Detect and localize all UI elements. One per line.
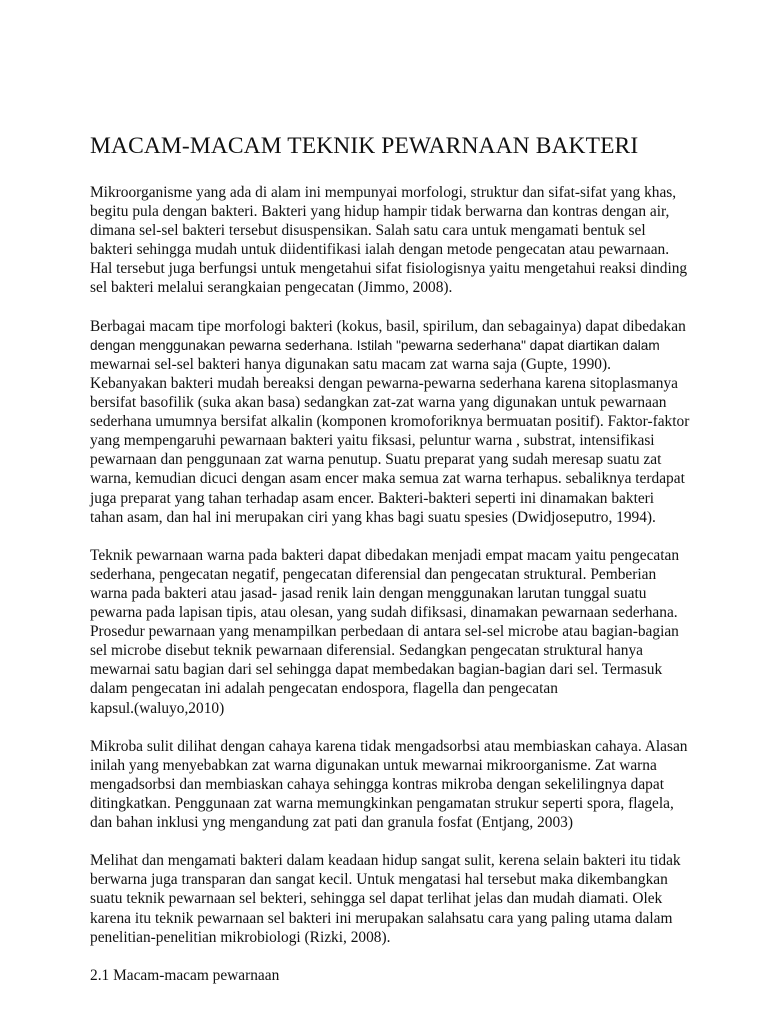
- text-line: yang mempengaruhi pewarnaan bakteri yaitu fiksasi, peluntur warna , substrat, intensifikasi: [90, 432, 655, 450]
- paragraph-spacer: [90, 298, 690, 317]
- text-line: sel microbe disebut teknik pewarnaan diferensial. Sedangkan pengecatan struktural hanya: [90, 642, 644, 660]
- text-line: kapsul.(waluyo,2010): [90, 699, 225, 717]
- text-line: bakteri sehingga mudah untuk diidentifikasi ialah dengan metode pengecatan atau pewarnaan.: [90, 241, 670, 259]
- text-line: Melihat dan mengamati bakteri dalam keadaan hidup sangat sulit, kerena selain bakteri itu tidak: [90, 852, 681, 870]
- paragraph-3: [90, 546, 690, 718]
- text-line: dengan menggunakan pewarna sederhana. Istilah "pewarna sederhana" dapat diartikan dalam: [90, 337, 660, 353]
- text-line: inilah yang menyebabkan zat warna digunakan untuk mewarnai mikroorganisme. Zat warna: [90, 756, 657, 774]
- text-line: Kebanyakan bakteri mudah bereaksi dengan pewarna-pewarna sederhana karena sitoplasmanya: [90, 374, 678, 392]
- document-page: [90, 128, 690, 985]
- text-line: Hal tersebut juga berfungsi untuk mengetahui sifat fisiologisnya yaitu mengetahui reaksi dinding: [90, 260, 688, 278]
- text-line: ditingkatkan. Penggunaan zat warna memungkinkan pengamatan strukur seperti spora, flagela,: [90, 795, 674, 812]
- text-line: sederhana, pengecatan negatif, pengecatan diferensial dan pengecatan struktural. Pemberian: [90, 565, 657, 583]
- text-line: tahan asam, dan hal ini merupakan ciri yang khas bagi suatu spesies (Dwidjoseputro, 1994).: [90, 508, 656, 526]
- text-line: Prosedur pewarnaan yang menampilkan perbedaan di antara sel-sel microbe atau bagian-bagian: [90, 623, 679, 641]
- text-line: dalam pengecatan ini adalah pengecatan endospora, flagella dan pengecatan: [90, 680, 558, 698]
- paragraph-spacer: [90, 718, 690, 737]
- text-line: penelitian-penelitian mikrobiologi (Rizki, 2008).: [90, 928, 391, 946]
- text-line: dimana sel-sel bakteri tersebut disuspensikan. Salah satu cara untuk mengamati bentuk sel: [90, 222, 646, 240]
- text-line: sel bakteri melalui serangkaian pengecatan (Jimmo, 2008).: [90, 279, 453, 297]
- text-line: karena itu teknik pewarnaan sel bakteri ini merupakan salahsatu cara yang paling utama dalam: [90, 909, 673, 927]
- section-heading: 2.1 Macam-macam pewarnaan: [90, 966, 280, 984]
- paragraph-2: [90, 317, 690, 527]
- paragraph-spacer: [90, 527, 690, 546]
- text-line: mewarnai satu bagian dari sel sehingga dapat membedakan bagian-bagian dari sel. Termasuk: [90, 661, 663, 679]
- text-line: Berbagai macam tipe morfologi bakteri (kokus, basil, spirilum, dan sebagainya) dapat dibedakan: [90, 317, 686, 335]
- paragraph-spacer: [90, 947, 690, 966]
- text-line: warna, kemudian dicuci dengan asam encer maka semua zat warna terhapus. sebaliknya terdapat: [90, 470, 685, 488]
- text-line: pewarnaan dan penggunaan zat warna penutup. Suatu preparat yang sudah meresap suatu zat: [90, 451, 662, 469]
- text-line: pewarna pada lapisan tipis, atau olesan, yang sudah difiksasi, dinamakan pewarnaan sederhana.: [90, 604, 678, 622]
- text-line: sederhana umumnya bersifat alkalin (komponen kromoforiknya bermuatan positif). Faktor-faktor: [90, 413, 690, 431]
- paragraph-4: [90, 737, 690, 832]
- text-line: juga preparat yang tahan terhadap asam encer. Bakteri-bakteri seperti ini dinamakan bakteri: [90, 489, 655, 507]
- document-title: MACAM-MACAM TEKNIK PEWARNAAN BAKTERI: [90, 133, 639, 159]
- text-line: mewarnai sel-sel bakteri hanya digunakan satu macam zat warna saja (Gupte, 1990).: [90, 355, 611, 373]
- text-line: bersifat basofilik (suka akan basa) sedangkan zat-zat warna yang digunakan untuk pewarnaan: [90, 394, 667, 412]
- text-line: berwarna juga transparan dan sangat kecil. Untuk mengatasi hal tersebut maka dikembangkan: [90, 871, 668, 889]
- text-line: Teknik pewarnaan warna pada bakteri dapat dibedakan menjadi empat macam yaitu pengecatan: [90, 546, 680, 564]
- text-line: dan bahan inklusi yng mengandung zat pati dan granula fosfat (Entjang, 2003): [90, 814, 573, 832]
- paragraph-spacer: [90, 832, 690, 851]
- text-line: Mikroba sulit dilihat dengan cahaya karena tidak mengadsorbsi atau membiaskan cahaya. Alasan: [90, 737, 688, 755]
- paragraph-1: [90, 183, 690, 298]
- paragraph-5: [90, 851, 690, 946]
- text-line: suatu teknik pewarnaan sel bekteri, sehingga sel dapat terlihat jelas dan mudah diamati. Olek: [90, 890, 663, 908]
- text-line: warna pada bakteri atau jasad- jasad renik lain dengan menggunakan larutan tunggal suatu: [90, 584, 647, 602]
- text-line: mengadsorbsi dan membiaskan cahaya sehingga kontras mikroba dengan sekelilingnya dapat: [90, 775, 664, 793]
- text-line: begitu pula dengan bakteri. Bakteri yang hidup hampir tidak berwarna dan kontras dengan air,: [90, 203, 670, 221]
- text-line: Mikroorganisme yang ada di alam ini mempunyai morfologi, struktur dan sifat-sifat yang khas,: [90, 184, 677, 201]
